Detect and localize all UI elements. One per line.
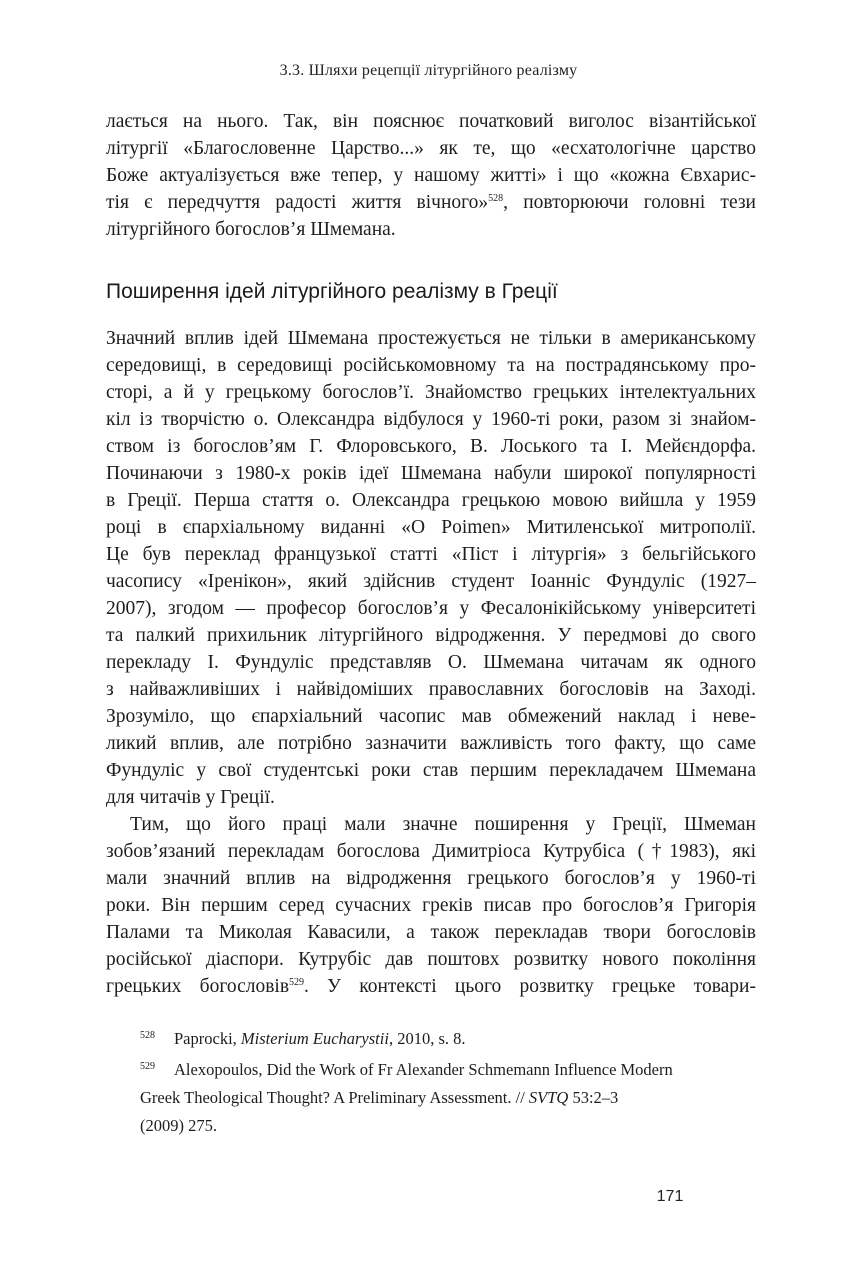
text-line: кіл із творчістю о. Олександра відбулося у 1960-ті роки, разом зі знайом- [106,409,756,430]
text-line: лається на нього. Так, він пояснює початковий виголос візантійської [106,111,756,132]
text-line: 2007), згодом — професор богослов’я у Фесалонікійському університеті [106,598,756,619]
paragraph-3 [106,811,756,1000]
text-line: мали значний вплив на відродження грецького богослов’я у 1960-ті [106,868,756,889]
text-line: зобов’язаний перекладам богослова Димитріоса Кутрубіса (†1983), які [106,841,756,862]
text-line: Зрозуміло, що єпархіальний часопис мав обмежений наклад і неве- [106,706,756,727]
footnote-number: 529 [140,1061,155,1072]
running-header: 3.3. Шляхи рецепції літургійного реалізму [279,62,578,79]
text-line: та палкий прихильник літургійного відродження. У передмові до свого [106,625,756,646]
text-line: для читачів у Греції. [106,787,275,808]
text-segment: . У контексті цього розвитку грецьке товари- [304,976,756,997]
text-line: літургії «Благословенне Царство...» як те, що «есхатологічне царство [106,138,756,159]
footnote-number: 528 [140,1030,155,1041]
text-line [106,189,756,216]
footnote-528 [140,1022,740,1053]
text-line: році в єпархіальному виданні «O Poimen» Митиленської митрополії. [106,517,756,538]
text-segment: , повторюючи головні тези [503,192,756,213]
footnote-author: Paprocki, [174,1029,241,1048]
text-line: перекладу І. Фундуліс представляв О. Шмемана читачам як одного [106,652,756,673]
text-line: Значний вплив ідей Шмемана простежується не тільки в американському [106,328,756,349]
text-line: літургійного богослов’я Шмемана. [106,219,396,240]
text-segment: тія є передчуття радості життя вічного» [106,192,489,213]
text-segment: грецьких богословів [106,976,290,997]
text-line: в Греції. Перша стаття о. Олександра грецькою мовою вийшла у 1959 [106,490,756,511]
footnote-text: 53:2–3 [568,1088,619,1107]
text-line: з найважливіших і найвідоміших православних богословів на Заході. [106,679,756,700]
text-line: ством із богослов’ям Г. Флоровського, В. Лоського та І. Мейєндорфа. [106,436,756,457]
footnote-rest: , 2010, s. 8. [388,1029,466,1048]
text-line: ликий вплив, але потрібно зазначити важливість того факту, що саме [106,733,756,754]
paragraph-1 [106,108,756,243]
section-heading: Поширення ідей літургійного реалізму в Греції [106,280,558,303]
text-line: середовищі, в середовищі російськомовному та на пострадянському про- [106,355,756,376]
footnote-529-continued: (2009) 275. [140,1116,217,1135]
footnote-text: Greek Theological Thought? A Preliminary Assessment. // [140,1088,529,1107]
footnote-ref-529[interactable]: 529 [289,977,305,988]
footnotes [140,1022,740,1140]
text-line: Боже актуалізується вже тепер, у нашому житті» і що «кожна Євхарис- [106,165,756,186]
text-line: російської діаспори. Кутрубіс дав поштовх розвитку нового покоління [106,949,756,970]
footnote-journal: SVTQ [528,1088,569,1107]
text-line: Тим, що його праці мали значне поширення у Греції, Шмеман [130,814,756,835]
text-line: роки. Він першим серед сучасних греків писав про богослов’я Григорія [106,895,756,916]
footnote-title: Misterium Eucharystii [240,1029,389,1048]
text-line: сторі, а й у грецькому богослов’ї. Знайомство грецьких інтелектуальних [106,382,756,403]
footnote-ref-528[interactable]: 528 [488,193,504,204]
text-line: Палами та Миколая Кавасили, а також перекладав твори богословів [106,922,756,943]
footnote-529-continued [140,1084,740,1112]
footnote-text: Alexopoulos, Did the Work of Fr Alexander Schmemann Influence Modern [174,1060,673,1079]
page-number: 171 [656,1188,684,1205]
text-line [106,973,756,1000]
text-line: Починаючи з 1980-х років ідеї Шмемана набули широкої популярності [106,463,756,484]
paragraph-2 [106,325,756,811]
footnote-529 [140,1053,740,1084]
text-line: часопису «Іренікон», який здійснив студент Іоанніс Фундуліс (1927– [106,571,756,592]
text-line: Це був переклад французької статті «Піст і літургія» з бельгійського [106,544,756,565]
text-line: Фундуліс у свої студентські роки став першим перекладачем Шмемана [106,760,756,781]
